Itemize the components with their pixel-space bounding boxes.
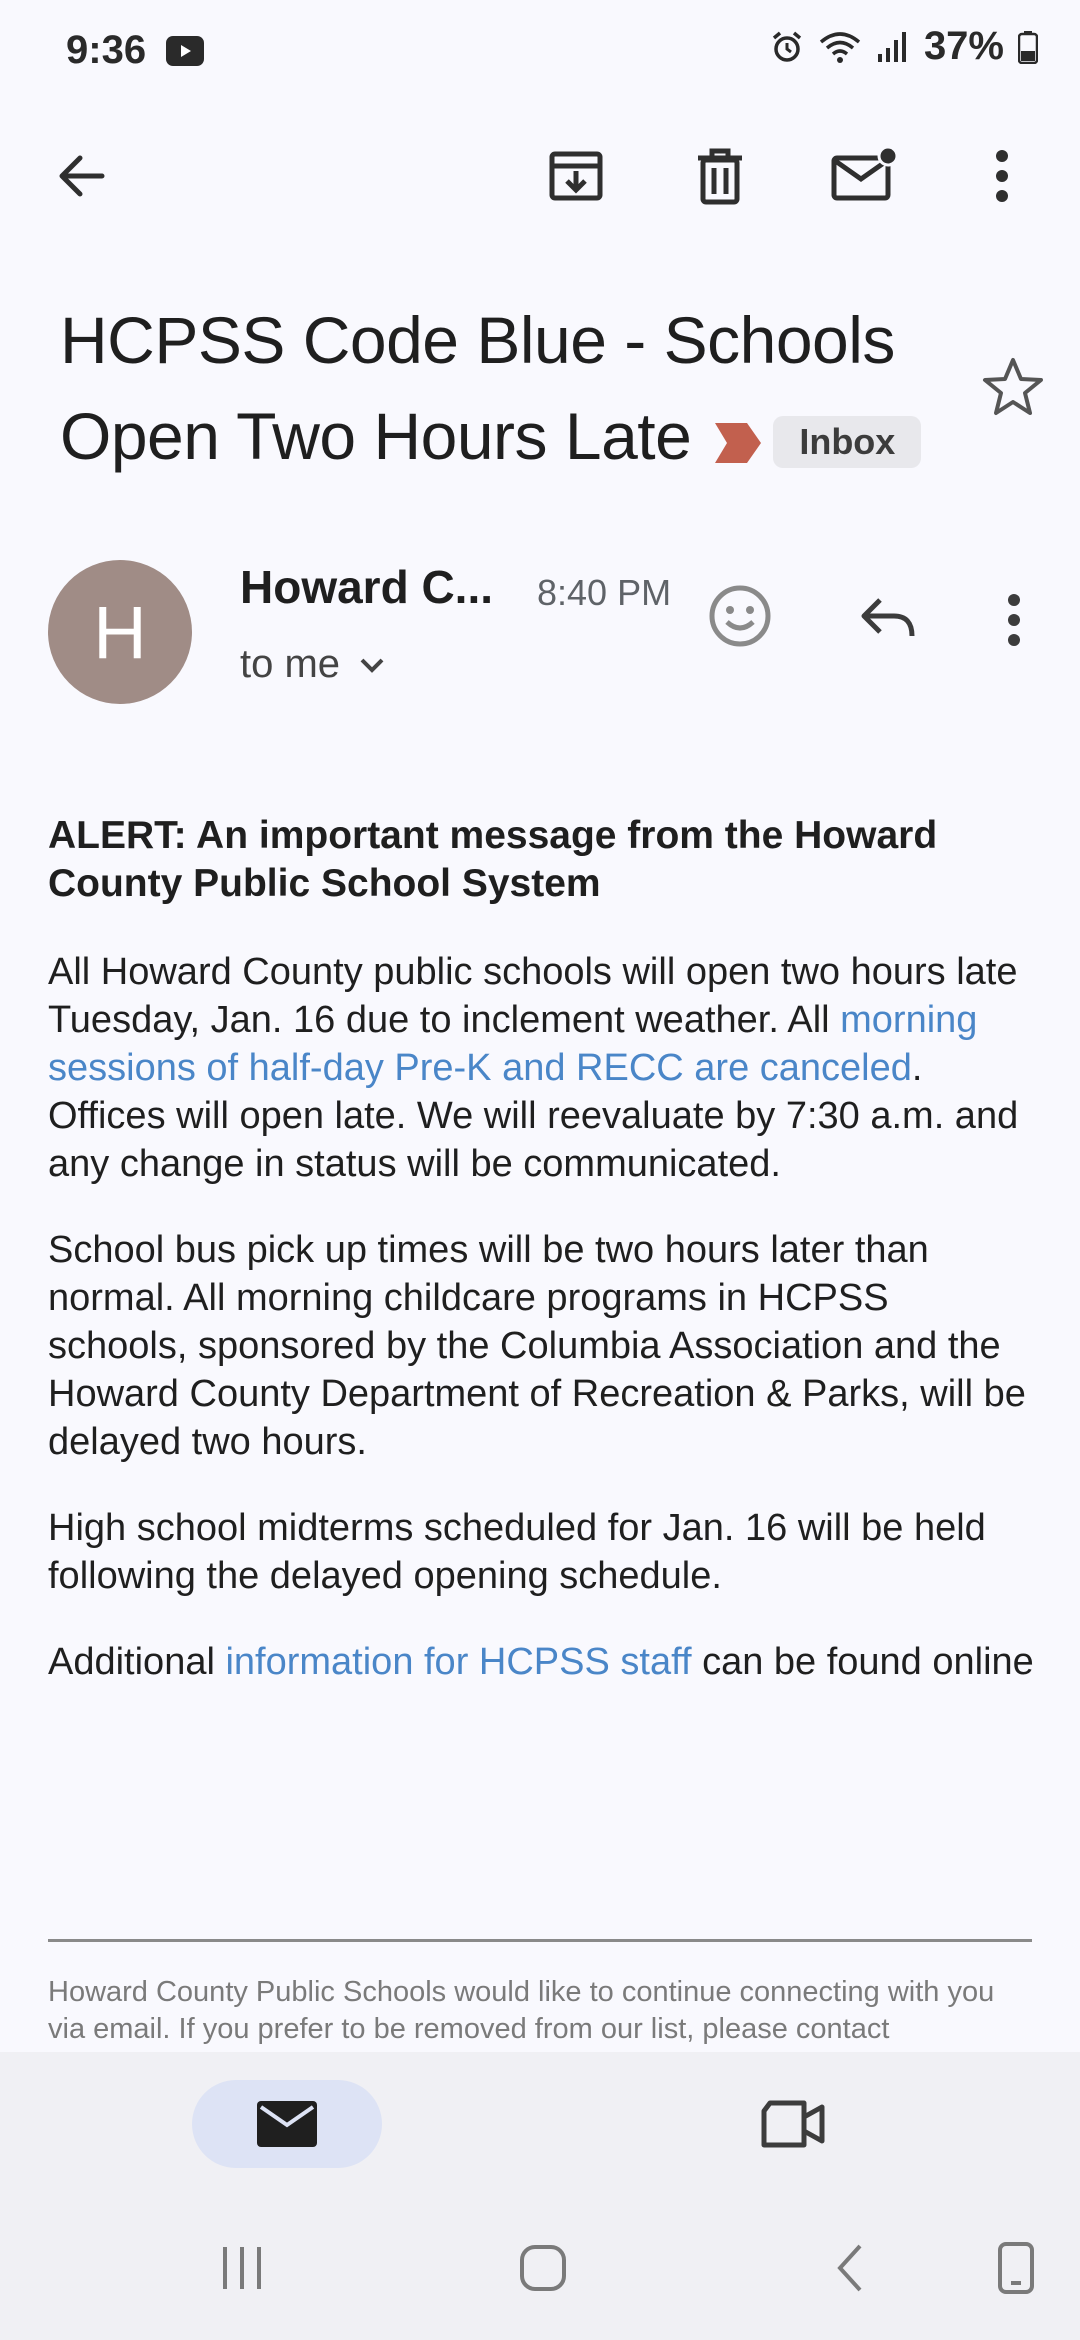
reply-button[interactable] bbox=[858, 594, 918, 647]
mail-icon bbox=[255, 2099, 319, 2149]
label-importance-icon bbox=[713, 394, 763, 490]
emoji-icon bbox=[708, 584, 772, 648]
delete-button[interactable] bbox=[680, 136, 760, 216]
more-vert-icon bbox=[1004, 592, 1024, 648]
alert-heading: ALERT: An important message from the Howard County Public School System bbox=[48, 814, 938, 905]
mail-tab[interactable] bbox=[192, 2080, 382, 2168]
home-button[interactable] bbox=[503, 2228, 583, 2308]
recipient-details-toggle[interactable] bbox=[240, 642, 386, 687]
p4-text-a: Additional bbox=[48, 1641, 226, 1683]
avatar[interactable]: H bbox=[48, 560, 192, 704]
battery-icon bbox=[1018, 30, 1038, 64]
back-arrow-icon bbox=[54, 148, 110, 204]
p1-text-b: . Offices will open late. We will reevaluate by 7:30 a.m. and any change in status will be communicated. bbox=[48, 1047, 1019, 1185]
sender-name[interactable]: Howard C... bbox=[240, 561, 494, 613]
inbox-label-chip[interactable]: Inbox bbox=[773, 416, 921, 468]
message-more-button[interactable] bbox=[1004, 592, 1024, 653]
wifi-icon bbox=[818, 30, 862, 64]
recents-button[interactable] bbox=[204, 2228, 280, 2308]
p1-text-a: All Howard County public schools will open two hours late Tuesday, Jan. 16 due to inclement weather. All bbox=[48, 951, 1018, 1041]
body-paragraph-2: School bus pick up times will be two hours later than normal. All morning childcare programs in HCPSS schools, sponsored by the Columbia Association and the Howard County Department of Recreation & Parks, will be delayed two hours. bbox=[48, 1229, 1026, 1463]
add-reaction-button[interactable] bbox=[708, 584, 772, 653]
home-icon bbox=[517, 2242, 569, 2294]
footer-text: Howard County Public Schools would like to continue connecting with you via email. If you prefer to be removed from our list, please contact bbox=[48, 1976, 995, 2045]
meet-tab[interactable] bbox=[748, 2080, 838, 2168]
prek-recc-link[interactable]: morning sessions of half-day Pre-K and RECC are canceled bbox=[48, 999, 978, 1089]
archive-button[interactable] bbox=[536, 136, 616, 216]
mark-unread-icon bbox=[829, 146, 899, 206]
star-button[interactable] bbox=[982, 356, 1044, 423]
chevron-down-icon bbox=[358, 655, 386, 675]
signal-icon bbox=[876, 30, 910, 64]
email-time: 8:40 PM bbox=[537, 572, 672, 613]
more-options-button[interactable] bbox=[962, 136, 1042, 216]
body-paragraph-3: High school midterms scheduled for Jan. 16 will be held following the delayed opening schedule. bbox=[48, 1507, 986, 1597]
mark-unread-button[interactable] bbox=[824, 136, 904, 216]
back-button[interactable] bbox=[42, 136, 122, 216]
divider bbox=[48, 1939, 1032, 1942]
p4-text-b: can be found online bbox=[691, 1641, 1034, 1683]
recents-icon bbox=[217, 2243, 267, 2293]
screen-toggle-button[interactable] bbox=[988, 2228, 1044, 2308]
youtube-icon bbox=[166, 36, 204, 66]
system-back-button[interactable] bbox=[820, 2228, 880, 2308]
alarm-icon bbox=[770, 30, 804, 64]
status-icons bbox=[770, 24, 1038, 69]
email-subject bbox=[60, 292, 960, 490]
archive-icon bbox=[546, 146, 606, 206]
phone-rotate-icon bbox=[996, 2241, 1036, 2295]
reply-icon bbox=[858, 594, 918, 642]
message-body bbox=[48, 812, 1038, 1724]
delete-icon bbox=[692, 146, 748, 206]
recipient-text: to me bbox=[240, 642, 341, 686]
video-camera-icon bbox=[760, 2099, 826, 2149]
status-time: 9:36 bbox=[66, 28, 147, 72]
staff-info-link[interactable]: information for HCPSS staff bbox=[225, 1641, 692, 1683]
star-icon bbox=[982, 356, 1044, 418]
system-back-icon bbox=[832, 2242, 868, 2294]
more-vert-icon bbox=[992, 148, 1012, 204]
body-paragraph-4 bbox=[48, 1638, 1038, 1686]
body-paragraph-1 bbox=[48, 948, 1038, 1188]
subject-text: HCPSS Code Blue - Schools Open Two Hours Late bbox=[60, 303, 895, 473]
battery-percent: 37% bbox=[923, 24, 1004, 68]
